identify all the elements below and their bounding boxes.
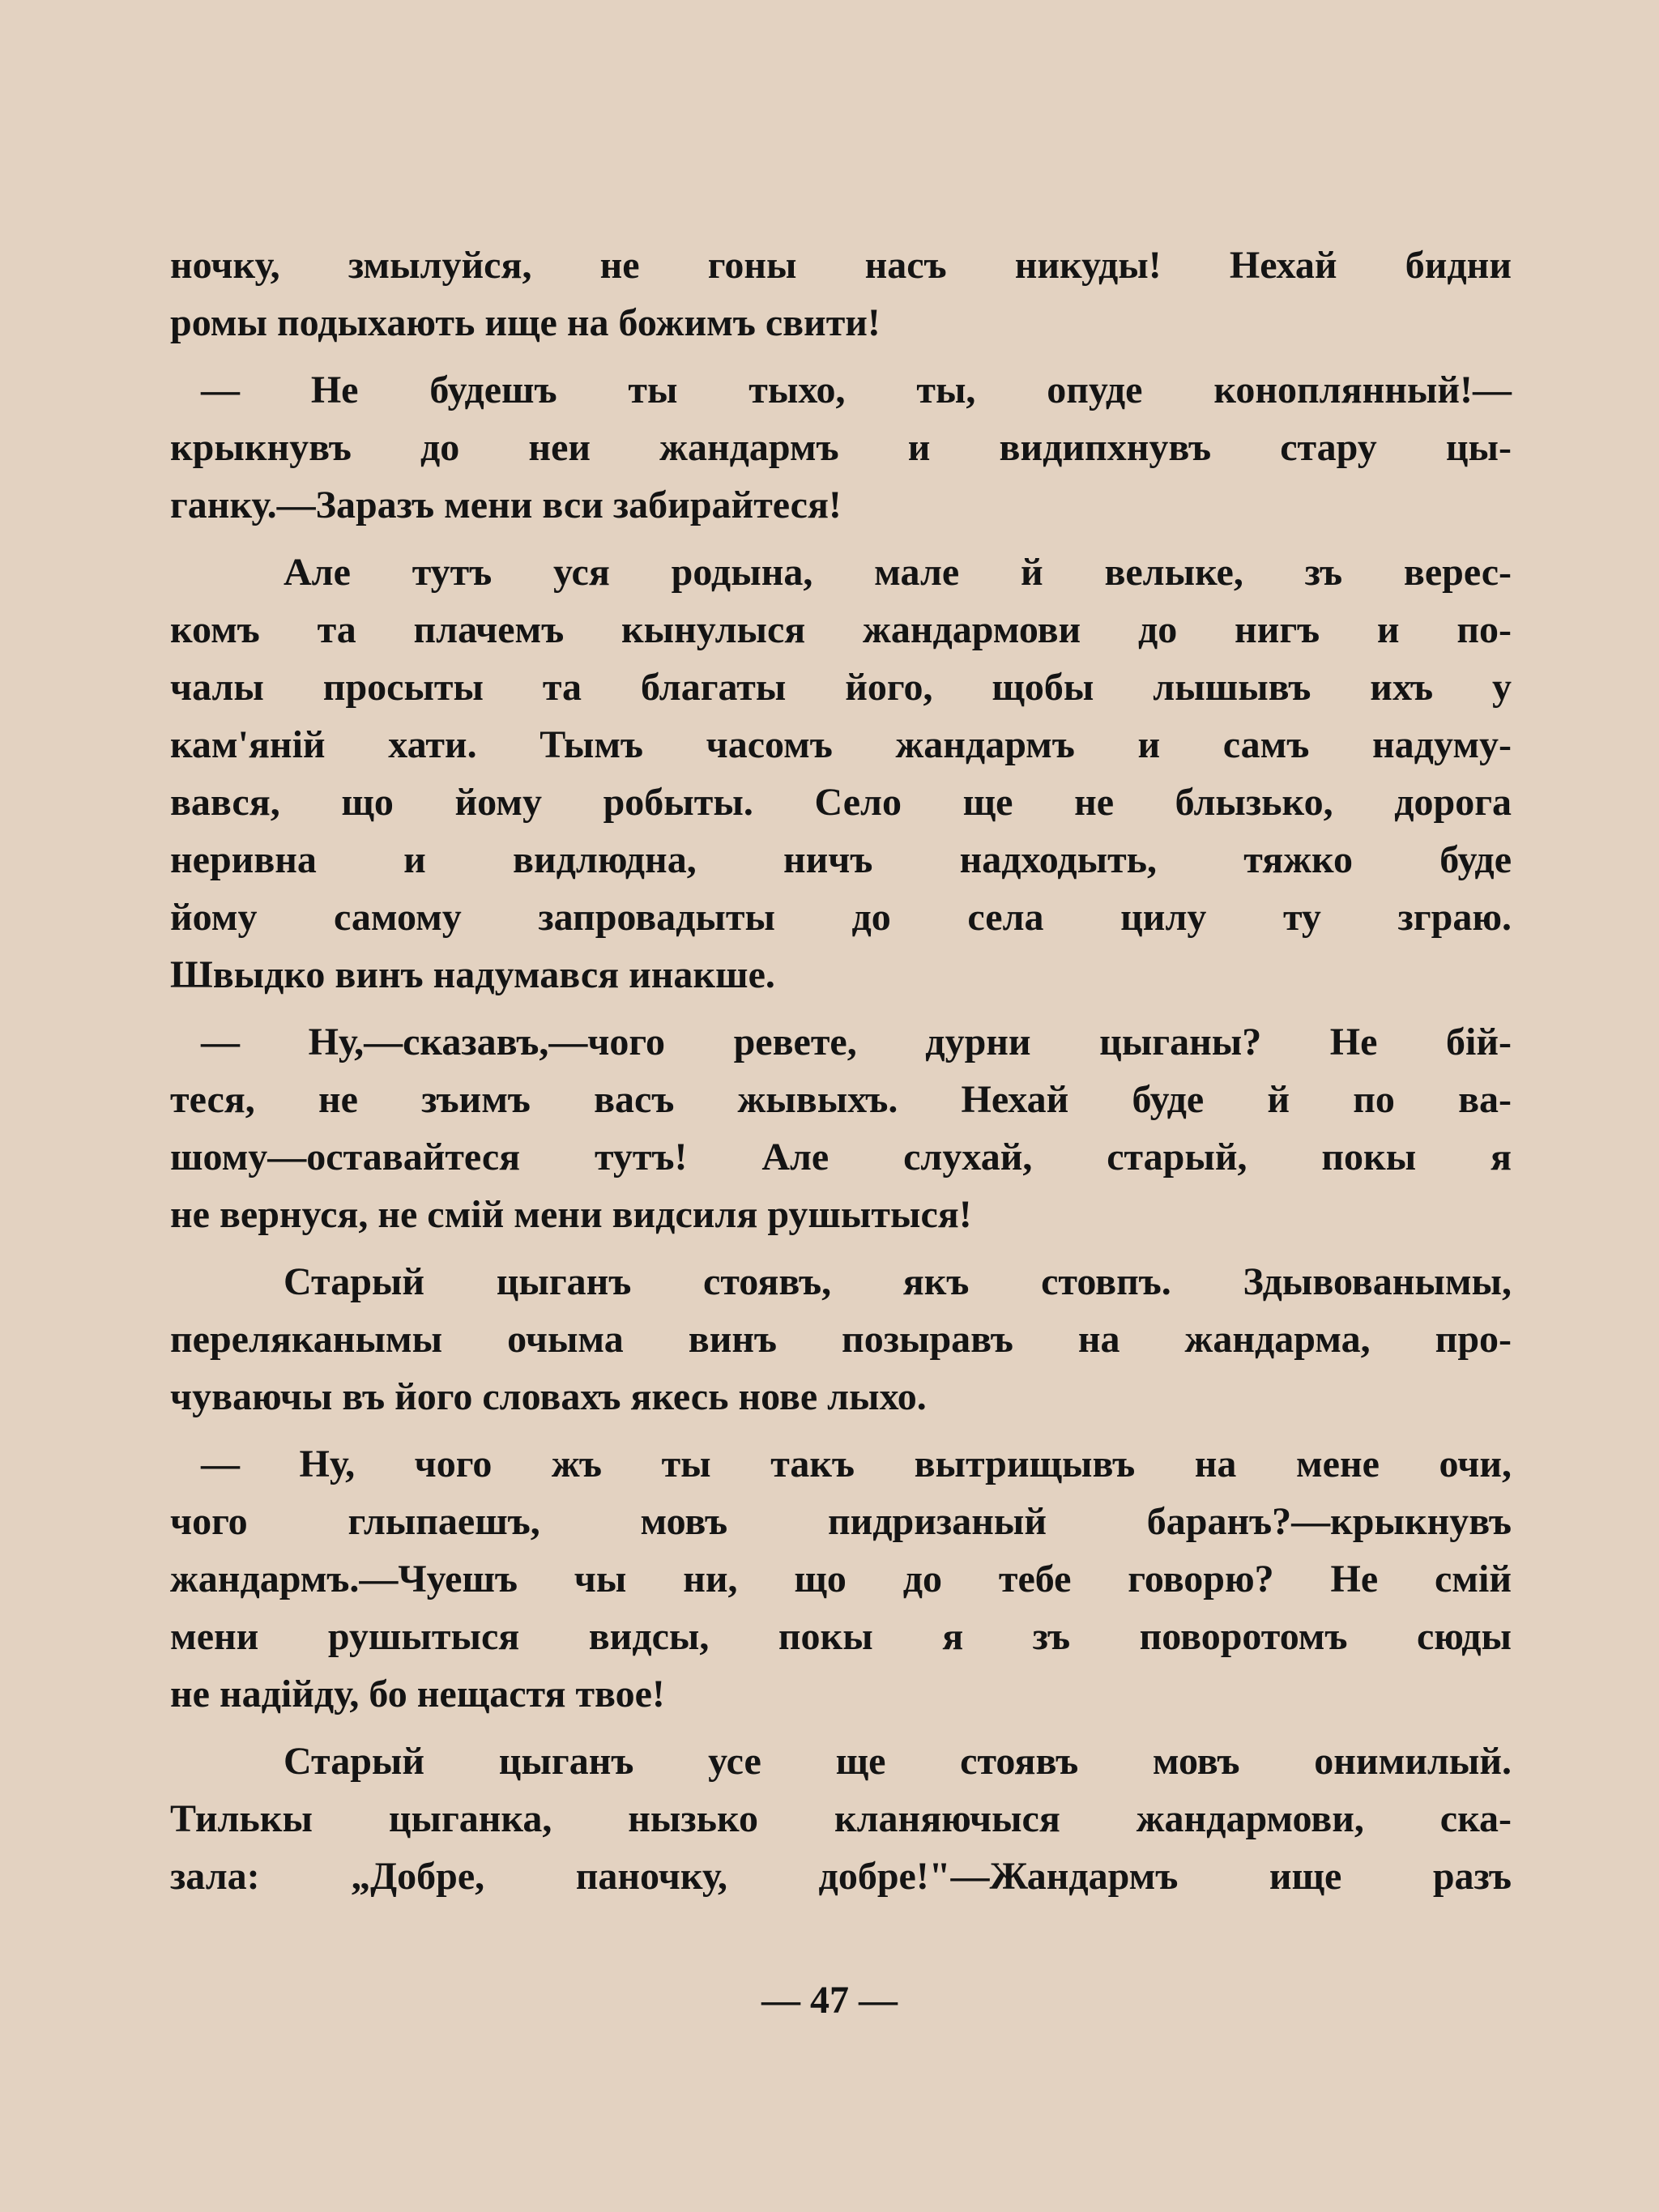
text-line: мени рушытыся видсы, покы я зъ поворотомъ сюды <box>170 1615 1512 1658</box>
text-line: переляканымы очыма винъ позыравъ на жандарма, про- <box>170 1318 1512 1361</box>
text-line: ганку.—Заразъ мени вси забирайтеся! <box>170 484 842 526</box>
page-number: — 47 — <box>761 1979 898 2022</box>
text-line: — Ну,—сказавъ,—чого ревете, дурни цыганы? Не бій- <box>201 1021 1512 1063</box>
text-line: не вернуся, не смій мени видсиля рушытыся! <box>170 1193 972 1236</box>
text-line: комъ та плачемъ кынулыся жандармови до нигъ и по- <box>170 608 1512 651</box>
text-line: зала: „Добре, паночку, добре!"—Жандармъ ище разъ <box>170 1855 1512 1898</box>
text-line: кам'яній хати. Тымъ часомъ жандармъ и самъ надуму- <box>170 723 1512 766</box>
text-line: йому самому запровадыты до села цилу ту зграю. <box>170 896 1512 939</box>
text-line: Старый цыганъ стоявъ, якъ стовпъ. Здывованымы, <box>284 1260 1512 1303</box>
text-line: вався, що йому робыты. Село ще не блызько, дорога <box>170 781 1512 824</box>
text-line: неривна и видлюдна, ничъ надходыть, тяжко буде <box>170 838 1512 881</box>
text-line: ночку, змылуйся, не гоны насъ никуды! Нехай бидни <box>170 244 1512 287</box>
text-line: жандармъ.—Чуешъ чы ни, що до тебе говорю? Не смій <box>170 1558 1512 1600</box>
text-line: чого глыпаешъ, мовъ пидризаный баранъ?—крыкнувъ <box>170 1500 1512 1543</box>
text-line: — Не будешъ ты тыхо, ты, опуде коноплянный!— <box>201 369 1512 411</box>
body-text <box>170 237 1512 1905</box>
text-line: чалы просыты та благаты його, щобы лышывъ ихъ у <box>170 666 1512 709</box>
text-line: Швыдко винъ надумався инакше. <box>170 953 775 996</box>
text-line: шому—оставайтеся тутъ! Але слухай, старый, покы я <box>170 1136 1512 1178</box>
text-line: Але тутъ уся родына, мале й велыке, зъ верес- <box>284 551 1512 594</box>
text-line: чуваючы въ його словахъ якесь нове лыхо. <box>170 1375 927 1418</box>
text-line: — Ну, чого жъ ты такъ вытрищывъ на мене очи, <box>201 1443 1512 1485</box>
text-line: не надійду, бо нещастя твое! <box>170 1673 665 1715</box>
text-line: ромы подыхають ище на божимъ свити! <box>170 301 881 344</box>
text-line: крыкнувъ до неи жандармъ и видипхнувъ стару цы- <box>170 426 1512 469</box>
text-line: Тилькы цыганка, нызько кланяючыся жандармови, ска- <box>170 1797 1512 1840</box>
text-line: Старый цыганъ усе ще стоявъ мовъ онимилый. <box>284 1740 1512 1783</box>
text-line: теся, не зъимъ васъ жывыхъ. Нехай буде й по ва- <box>170 1078 1512 1121</box>
